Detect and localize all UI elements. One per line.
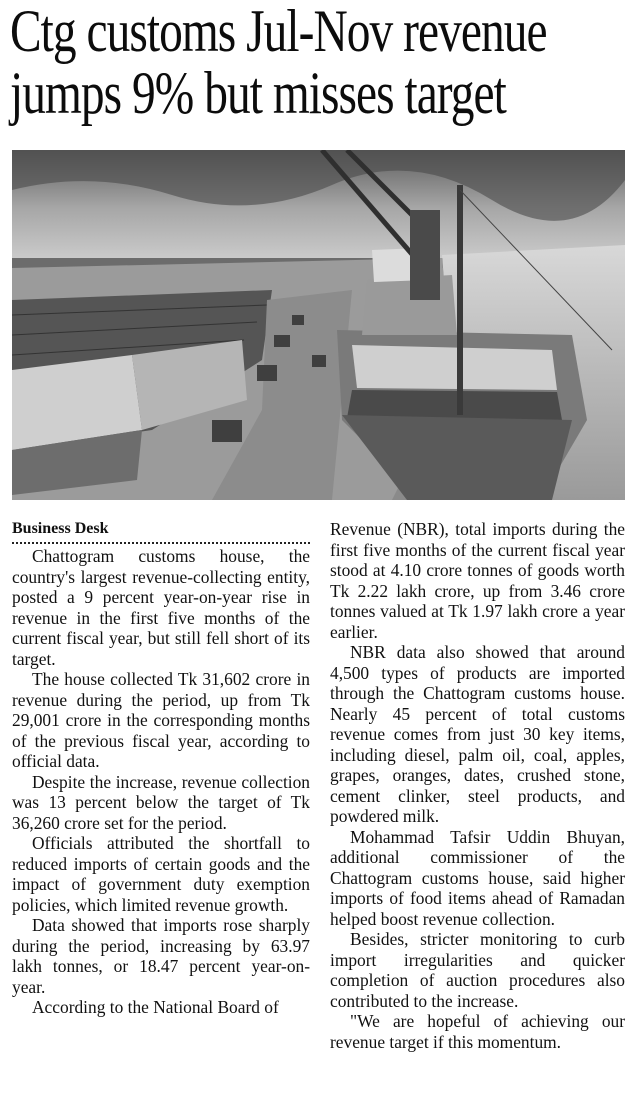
- byline: Business Desk: [12, 519, 310, 544]
- paragraph: Despite the increase, revenue collection was 13 percent below the target of Tk 36,260 crore set for the period.: [12, 771, 310, 833]
- news-photo: [12, 150, 625, 500]
- paragraph: Officials attributed the shortfall to reduced imports of certain goods and the impact of government duty exemption policies, which limited revenue growth.: [12, 833, 310, 915]
- paragraph: According to the National Board of: [32, 997, 279, 1017]
- paragraph: The house collected Tk 31,602 crore in revenue during the period, up from Tk 29,001 crore in the corresponding months of the previous fiscal year, according to official data.: [12, 669, 310, 771]
- headline-line-1: Ctg customs Jul-Nov revenue: [10, 0, 547, 64]
- headline: [10, 0, 547, 126]
- paragraph: Data showed that imports rose sharply during the period, increasing by 63.97 lakh tonnes, or 18.47 percent year-on-year.: [12, 915, 310, 997]
- article-column-left: [12, 519, 310, 1018]
- article-column-right: [330, 519, 625, 1052]
- paragraph: Besides, stricter monitoring to curb import irregularities and quicker completion of auction procedures also contributed to the increase.: [330, 929, 625, 1011]
- paragraph: Chattogram customs house, the country's largest revenue-collecting entity, posted a 9 percent year-on-year rise in revenue in the first five months of the current fiscal year, but still fell short of its target.: [12, 546, 310, 669]
- paragraph: NBR data also showed that around 4,500 types of products are imported through the Chattogram customs house. Nearly 45 percent of total customs revenue comes from just 30 key items, including diesel, palm oil, coal, apples, grapes, oranges, dates, crushed stone, cement clinker, steel products, and powdered milk.: [330, 642, 625, 826]
- paragraph-continued: Revenue (NBR), total imports during the first five months of the current fiscal year stood at 4.10 crore tonnes of goods worth Tk 2.22 lakh crore, up from 3.46 crore tonnes valued at Tk 1.97 lakh crore a year earlier.: [330, 519, 625, 642]
- headline-line-2: jumps 9% but misses target: [10, 60, 506, 126]
- port-photo-illustration: [12, 150, 625, 500]
- paragraph: Mohammad Tafsir Uddin Bhuyan, additional commissioner of the Chattogram customs house, said higher imports of food items ahead of Ramadan helped boost revenue collection.: [330, 826, 625, 929]
- paragraph: "We are hopeful of achieving our revenue target if this momentum.: [330, 1011, 625, 1052]
